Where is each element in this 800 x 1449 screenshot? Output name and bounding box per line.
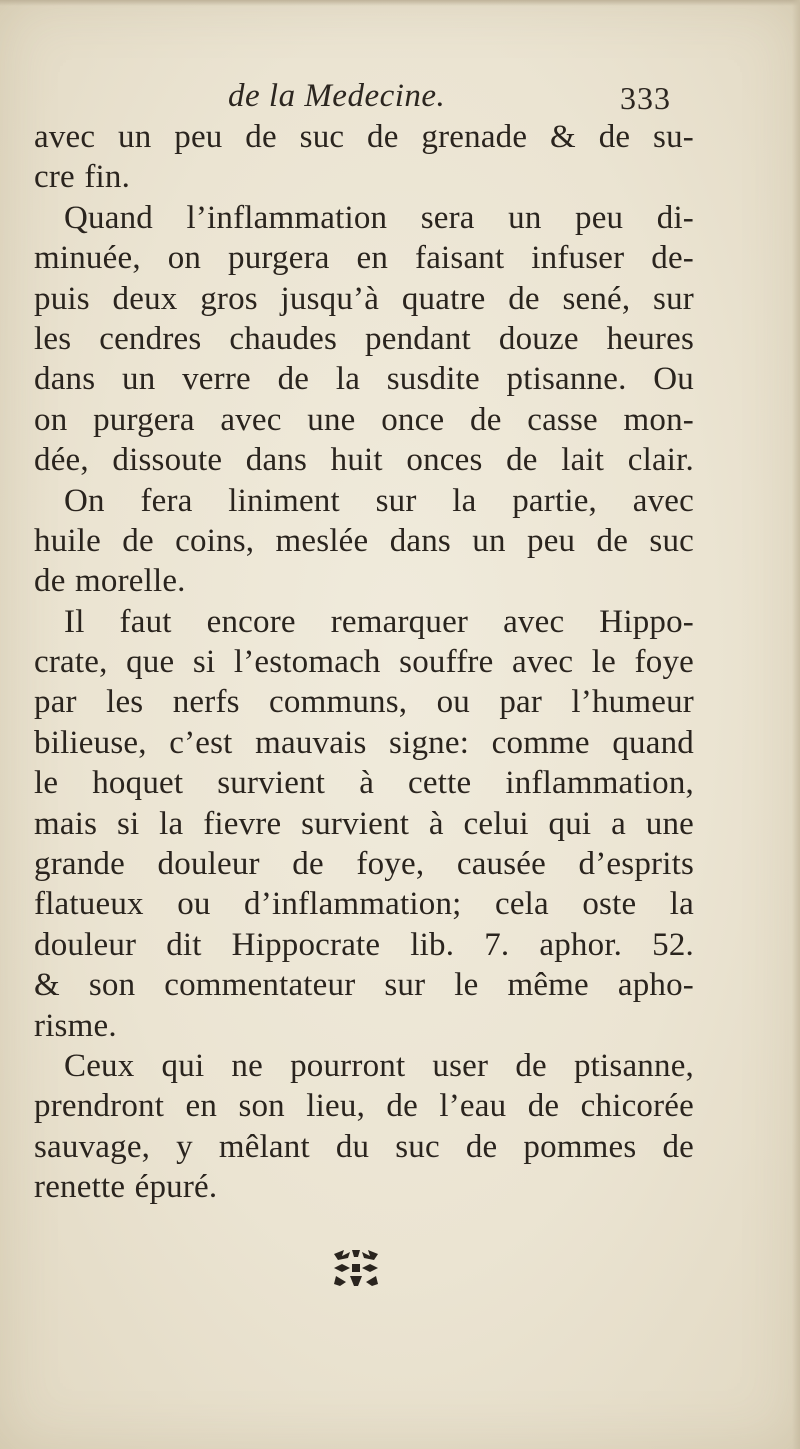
text-line: bilieuse, c’est mauvais signe: comme quand xyxy=(34,724,694,761)
body-text xyxy=(34,117,694,1208)
text-line: douleur dit Hippocrate lib. 7. aphor. 52. xyxy=(34,926,694,963)
page-top-edge xyxy=(0,0,800,6)
paragraph-start-line: On fera liniment sur la partie, avec xyxy=(64,482,694,519)
text-line: minuée, on purgera en faisant infuser de- xyxy=(34,240,694,277)
text-line: renette épuré. xyxy=(34,1169,218,1206)
running-head xyxy=(0,70,800,120)
page-number: 333 xyxy=(620,80,671,116)
fleuron-ornament-icon xyxy=(330,1248,382,1288)
text-line: avec un peu de suc de grenade & de su- xyxy=(34,119,694,155)
paragraph-start-line: Il faut encore remarquer avec Hippo- xyxy=(64,603,694,640)
text-line: sauvage, y mêlant du suc de pommes de xyxy=(34,1128,694,1165)
paragraph-start-line: Quand l’inflammation sera un peu di- xyxy=(64,199,694,236)
text-line: grande douleur de foye, causée d’esprits xyxy=(34,846,694,883)
text-line: prendront en son lieu, de l’eau de chicorée xyxy=(34,1088,694,1125)
text-line: par les nerfs communs, ou par l’humeur xyxy=(34,684,694,721)
text-line: de morelle. xyxy=(34,563,186,600)
text-line: flatueux ou d’inflammation; cela oste la xyxy=(34,886,694,923)
text-line: crate, que si l’estomach souffre avec le foye xyxy=(34,644,694,681)
running-head-title: de la Medecine. xyxy=(228,78,446,114)
text-line: cre fin. xyxy=(34,159,131,196)
text-line: & son commentateur sur le même apho- xyxy=(34,967,694,1004)
text-line: risme. xyxy=(34,1007,117,1044)
text-line: on purgera avec une once de casse mon- xyxy=(34,401,694,438)
text-line: le hoquet survient à cette inflammation, xyxy=(34,765,694,802)
text-line: huile de coins, meslée dans un peu de suc xyxy=(34,522,694,559)
text-line: mais si la fievre survient à celui qui a une xyxy=(34,805,694,842)
text-line: puis deux gros jusqu’à quatre de sené, sur xyxy=(34,280,694,317)
text-line: dée, dissoute dans huit onces de lait clair. xyxy=(34,442,694,479)
text-line: les cendres chaudes pendant douze heures xyxy=(34,320,694,357)
page-right-edge xyxy=(792,0,800,1449)
paragraph-start-line: Ceux qui ne pourront user de ptisanne, xyxy=(64,1047,694,1084)
text-line: dans un verre de la susdite ptisanne. Ou xyxy=(34,361,694,398)
